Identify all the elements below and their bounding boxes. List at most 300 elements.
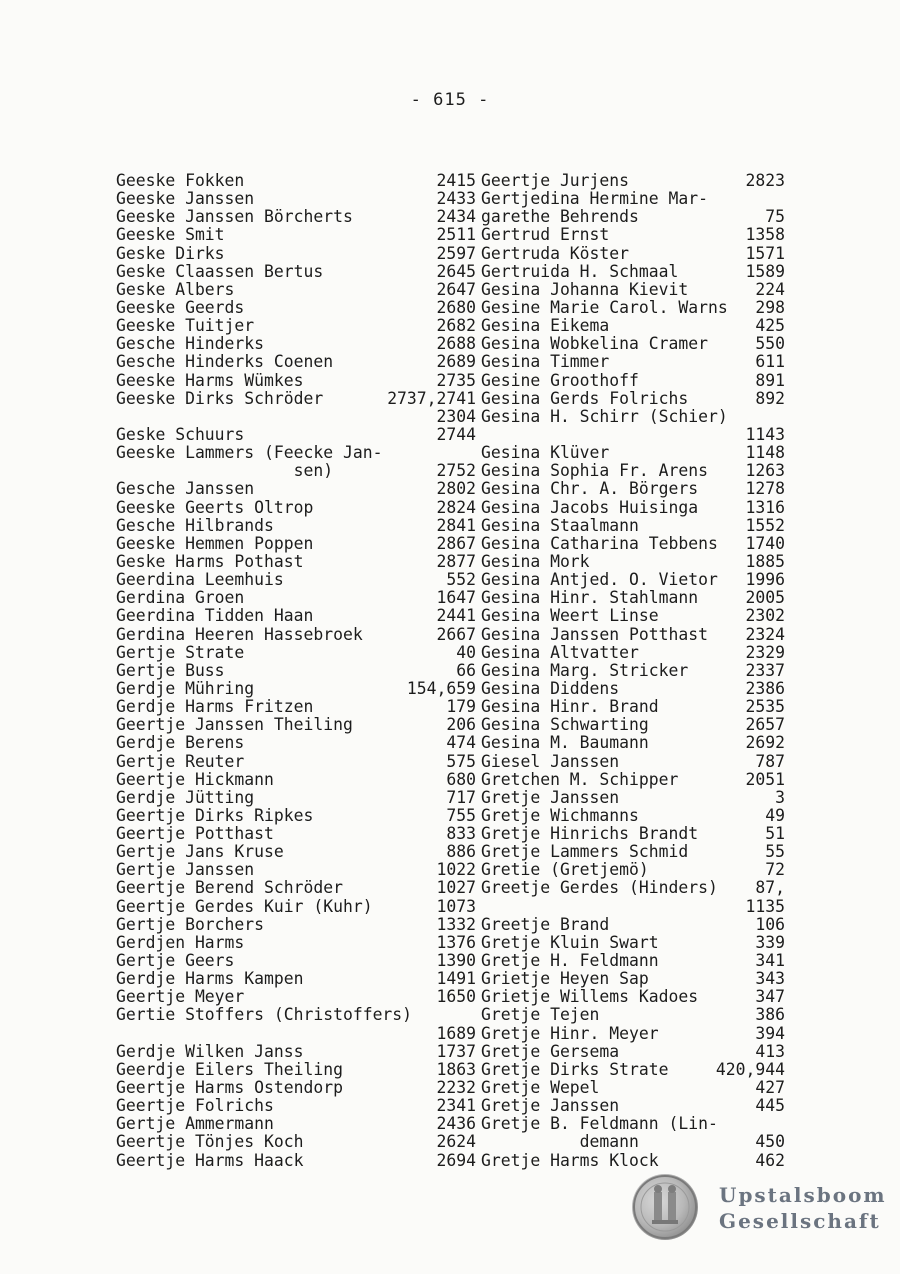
entry-number: 550 xyxy=(755,334,785,354)
entry-number: 2535 xyxy=(745,697,785,717)
entry-number: 2597 xyxy=(436,243,476,263)
entry-name: Gertjedina Hermine Mar- xyxy=(481,189,708,209)
entry-number: 2337 xyxy=(745,660,785,680)
entry-number: 1737 xyxy=(436,1041,476,1061)
index-entry xyxy=(116,263,476,281)
index-entry xyxy=(116,208,476,226)
entry-name: Gertje Strate xyxy=(116,642,245,662)
entry-number: 1571 xyxy=(745,243,785,263)
index-entry xyxy=(116,734,476,752)
index-entry xyxy=(481,535,785,553)
index-entry xyxy=(116,1133,476,1151)
entry-number: 1740 xyxy=(745,533,785,553)
entry-name: Gretje Janssen xyxy=(481,1096,620,1116)
index-entry xyxy=(481,1133,785,1151)
entry-name: Gesina Weert Linse xyxy=(481,606,659,626)
entry-name: Geeske Dirks Schröder xyxy=(116,388,324,408)
index-entry xyxy=(116,1097,476,1115)
entry-number: 49 xyxy=(765,805,785,825)
index-entry xyxy=(116,716,476,734)
entry-name: Gerdina Heeren Hassebroek xyxy=(116,624,363,644)
entry-number: 1148 xyxy=(745,443,785,463)
entry-name: Gertje Borchers xyxy=(116,914,265,934)
entry-name: Gretje Wepel xyxy=(481,1078,600,1098)
entry-number: 347 xyxy=(755,987,785,1007)
entry-number: 787 xyxy=(755,751,785,771)
entry-name: Gerdje Wilken Janss xyxy=(116,1041,304,1061)
entry-number: 1863 xyxy=(436,1059,476,1079)
entry-number: 1647 xyxy=(436,588,476,608)
entry-name: Geertje Dirks Ripkes xyxy=(116,805,314,825)
index-entry xyxy=(481,771,785,789)
entry-name: demann xyxy=(481,1132,639,1152)
entry-number: 427 xyxy=(755,1078,785,1098)
entry-name: Gertje Janssen xyxy=(116,860,255,880)
entry-name: Geerdina Leemhuis xyxy=(116,570,284,590)
index-entry xyxy=(116,952,476,970)
entry-number: 2689 xyxy=(436,352,476,372)
entry-number: 445 xyxy=(755,1096,785,1116)
entry-name: Grietje Heyen Sap xyxy=(481,969,649,989)
entry-name: Greetje Brand xyxy=(481,914,610,934)
entry-number: 2232 xyxy=(436,1078,476,1098)
index-entry xyxy=(116,1079,476,1097)
index-entry xyxy=(116,1006,476,1024)
index-entry xyxy=(116,607,476,625)
index-entry xyxy=(116,226,476,244)
entry-name: Gretje Dirks Strate xyxy=(481,1059,669,1079)
entry-name: Geeske Tuitjer xyxy=(116,316,255,336)
entry-number: 462 xyxy=(755,1150,785,1170)
index-entry xyxy=(116,172,476,190)
index-entry xyxy=(116,934,476,952)
index-entry xyxy=(116,825,476,843)
entry-name: Gretchen M. Schipper xyxy=(481,769,679,789)
entry-name: Gesina Wobkelina Cramer xyxy=(481,334,708,354)
entry-name: Geske Harms Pothast xyxy=(116,551,304,571)
entry-number: 2694 xyxy=(436,1150,476,1170)
entry-name: Gesina Johanna Kievit xyxy=(481,279,689,299)
entry-number: 2680 xyxy=(436,297,476,317)
entry-number: 1552 xyxy=(745,515,785,535)
index-entry xyxy=(481,879,785,897)
entry-number: 2324 xyxy=(745,624,785,644)
entry-number: 1316 xyxy=(745,497,785,517)
index-entry xyxy=(481,281,785,299)
index-entry xyxy=(481,444,785,462)
index-entry xyxy=(116,916,476,934)
index-entry xyxy=(481,1043,785,1061)
entry-name: Geeske Janssen Börcherts xyxy=(116,207,353,227)
index-entry xyxy=(481,644,785,662)
index-entry xyxy=(481,1152,785,1170)
entry-number: 1278 xyxy=(745,479,785,499)
index-entry xyxy=(116,789,476,807)
index-entry xyxy=(116,535,476,553)
logo-line2: Gesellschaft xyxy=(719,1209,881,1233)
entry-name: Gretje Hinr. Meyer xyxy=(481,1023,659,1043)
entry-number: 552 xyxy=(446,570,476,590)
index-entry xyxy=(116,571,476,589)
index-entry xyxy=(481,607,785,625)
entry-name: Geeske Smit xyxy=(116,225,225,245)
index-entry xyxy=(116,680,476,698)
entry-name: Gretje Tejen xyxy=(481,1005,600,1025)
entry-name: Gerdje Harms Kampen xyxy=(116,969,304,989)
entry-number: 755 xyxy=(446,805,476,825)
entry-name: Gesina Eikema xyxy=(481,316,610,336)
index-entry xyxy=(481,988,785,1006)
entry-name: Geertje Jurjens xyxy=(481,171,630,190)
entry-name: Gertruida H. Schmaal xyxy=(481,261,679,281)
entry-number: 2824 xyxy=(436,497,476,517)
entry-number: 1332 xyxy=(436,914,476,934)
index-entry xyxy=(116,753,476,771)
index-entry xyxy=(481,843,785,861)
index-entry xyxy=(116,390,476,408)
index-entry xyxy=(116,879,476,897)
entry-name: Gesina Sophia Fr. Arens xyxy=(481,461,708,481)
entry-name: Gertje Reuter xyxy=(116,751,245,771)
index-entry xyxy=(116,898,476,916)
entry-number: 2802 xyxy=(436,479,476,499)
entry-name: Gretje Gersema xyxy=(481,1041,620,1061)
entry-number: 2737,2741 xyxy=(387,388,476,408)
index-entry xyxy=(116,517,476,535)
index-entry xyxy=(481,626,785,644)
index-entry xyxy=(481,299,785,317)
entry-name: Gesina Marg. Stricker xyxy=(481,660,689,680)
index-entry xyxy=(481,589,785,607)
entry-name: Gertrud Ernst xyxy=(481,225,610,245)
entry-name: Gesine Groothoff xyxy=(481,370,639,390)
entry-name: Geeske Fokken xyxy=(116,171,245,190)
entry-number: 2735 xyxy=(436,370,476,390)
entry-number: 55 xyxy=(765,842,785,862)
entry-number: 2302 xyxy=(745,606,785,626)
entry-number: 2436 xyxy=(436,1114,476,1134)
entry-number: 833 xyxy=(446,824,476,844)
entry-number: 2051 xyxy=(745,769,785,789)
entry-number: 75 xyxy=(765,207,785,227)
index-entry xyxy=(481,789,785,807)
entry-name: Geertje Janssen Theiling xyxy=(116,715,353,735)
index-entry xyxy=(481,172,785,190)
index-entry xyxy=(481,480,785,498)
entry-number: 224 xyxy=(755,279,785,299)
logo-line1: Upstalsboom xyxy=(719,1183,887,1207)
entry-number: 891 xyxy=(755,370,785,390)
index-entry xyxy=(116,662,476,680)
entry-name: Gesina Klüver xyxy=(481,443,610,463)
index-entry xyxy=(116,553,476,571)
entry-number: 66 xyxy=(456,660,476,680)
entry-name: Gesina Hinr. Stahlmann xyxy=(481,588,699,608)
entry-name: Gretie (Gretjemö) xyxy=(481,860,649,880)
index-entry xyxy=(481,408,785,426)
index-entry xyxy=(116,988,476,1006)
entry-number: 2645 xyxy=(436,261,476,281)
entry-number: 1996 xyxy=(745,570,785,590)
entry-number: 2304 xyxy=(436,406,476,426)
entry-number: 1390 xyxy=(436,951,476,971)
index-entry xyxy=(116,1043,476,1061)
index-entry xyxy=(116,843,476,861)
index-entry xyxy=(481,1061,785,1079)
entry-number: 2433 xyxy=(436,189,476,209)
entry-number: 680 xyxy=(446,769,476,789)
index-entry xyxy=(481,1025,785,1043)
entry-number: 1689 xyxy=(436,1023,476,1043)
entry-name: Gertje Buss xyxy=(116,660,225,680)
entry-number: 2688 xyxy=(436,334,476,354)
index-entry xyxy=(116,426,476,444)
entry-name: Gertje Jans Kruse xyxy=(116,842,284,862)
entry-name: Gesina Antjed. O. Vietor xyxy=(481,570,718,590)
entry-number: 474 xyxy=(446,733,476,753)
entry-name: Gesina Diddens xyxy=(481,678,620,698)
entry-number: 1073 xyxy=(436,896,476,916)
index-entry xyxy=(481,734,785,752)
upstalsboom-logo xyxy=(627,1172,887,1244)
index-entry xyxy=(481,952,785,970)
index-entry xyxy=(116,190,476,208)
entry-number: 1022 xyxy=(436,860,476,880)
entry-name: Gesina M. Baumann xyxy=(481,733,649,753)
entry-number: 2647 xyxy=(436,279,476,299)
entry-number: 2386 xyxy=(745,678,785,698)
index-entry xyxy=(116,499,476,517)
entry-name: Gretje Harms Klock xyxy=(481,1150,659,1170)
entry-number: 2692 xyxy=(745,733,785,753)
entry-name: Gerdje Harms Fritzen xyxy=(116,697,314,717)
entry-name: Gerdje Berens xyxy=(116,733,245,753)
entry-number: 450 xyxy=(755,1132,785,1152)
index-entry xyxy=(116,480,476,498)
entry-number: 892 xyxy=(755,388,785,408)
entry-number: 1376 xyxy=(436,932,476,952)
index-entry xyxy=(481,1115,785,1133)
entry-number: 2005 xyxy=(745,588,785,608)
right-column xyxy=(481,172,785,1170)
entry-name: Gesche Hinderks Coenen xyxy=(116,352,334,372)
entry-name: Giesel Janssen xyxy=(481,751,620,771)
index-entry xyxy=(116,807,476,825)
entry-number: 298 xyxy=(755,297,785,317)
entry-name: Geske Albers xyxy=(116,279,235,299)
entry-name: Grietje Willems Kadoes xyxy=(481,987,699,1007)
entry-number: 339 xyxy=(755,932,785,952)
entry-number: 717 xyxy=(446,787,476,807)
entry-name: Geeske Geerts Oltrop xyxy=(116,497,314,517)
entry-name: Geerdje Eilers Theiling xyxy=(116,1059,343,1079)
entry-name: Geertje Hickmann xyxy=(116,769,274,789)
index-entry xyxy=(481,970,785,988)
entry-name: Geske Dirks xyxy=(116,243,225,263)
entry-name: Gerdjen Harms xyxy=(116,932,245,952)
index-entry xyxy=(116,970,476,988)
entry-number: 3 xyxy=(775,787,785,807)
entry-number: 575 xyxy=(446,751,476,771)
index-entry xyxy=(481,372,785,390)
entry-name: Gertje Ammermann xyxy=(116,1114,274,1134)
index-entry xyxy=(481,571,785,589)
index-entry xyxy=(116,372,476,390)
entry-name: Geertje Harms Haack xyxy=(116,1150,304,1170)
entry-number: 2511 xyxy=(436,225,476,245)
index-entry xyxy=(116,644,476,662)
entry-name: Geertje Folrichs xyxy=(116,1096,274,1116)
entry-number: 2744 xyxy=(436,424,476,444)
entry-name: Gesina H. Schirr (Schier) xyxy=(481,406,728,426)
entry-number: 1263 xyxy=(745,461,785,481)
entry-number: 2329 xyxy=(745,642,785,662)
index-entry xyxy=(481,263,785,281)
index-entry xyxy=(481,517,785,535)
entry-name: Geertje Harms Ostendorp xyxy=(116,1078,343,1098)
entry-number: 1589 xyxy=(745,261,785,281)
entry-number: 2877 xyxy=(436,551,476,571)
index-entry xyxy=(481,1097,785,1115)
entry-name: Gesina Mork xyxy=(481,551,590,571)
entry-name: Gretje H. Feldmann xyxy=(481,951,659,971)
entry-name: Gretje Wichmanns xyxy=(481,805,639,825)
entry-name: Geerdina Tidden Haan xyxy=(116,606,314,626)
index-entry xyxy=(116,299,476,317)
index-entry xyxy=(481,353,785,371)
entry-name: Gretje Janssen xyxy=(481,787,620,807)
index-entry xyxy=(116,589,476,607)
index-entry xyxy=(481,934,785,952)
index-entry xyxy=(481,898,785,916)
entry-name: Geeske Harms Wümkes xyxy=(116,370,304,390)
entry-name: Geertje Meyer xyxy=(116,987,245,1007)
entry-number: 394 xyxy=(755,1023,785,1043)
index-entry xyxy=(481,390,785,408)
entry-name: Gesina Gerds Folrichs xyxy=(481,388,689,408)
index-entry xyxy=(116,1061,476,1079)
index-entry xyxy=(116,1025,476,1043)
entry-name: Gesina Hinr. Brand xyxy=(481,697,659,717)
entry-name: Gesche Hilbrands xyxy=(116,515,274,535)
index-entry xyxy=(116,408,476,426)
entry-name: Gesina Altvatter xyxy=(481,642,639,662)
index-entry xyxy=(481,698,785,716)
entry-name: Geertje Gerdes Kuir (Kuhr) xyxy=(116,896,373,916)
index-entry xyxy=(116,335,476,353)
entry-name: Gesche Hinderks xyxy=(116,334,265,354)
index-entry xyxy=(116,698,476,716)
entry-name: Greetje Gerdes (Hinders) xyxy=(481,878,718,898)
index-entry xyxy=(481,680,785,698)
entry-name: Gertje Geers xyxy=(116,951,235,971)
index-entry xyxy=(481,226,785,244)
entry-name: Geeske Hemmen Poppen xyxy=(116,533,314,553)
index-entry xyxy=(481,807,785,825)
index-entry xyxy=(116,281,476,299)
entry-number: 611 xyxy=(755,352,785,372)
index-entry xyxy=(481,553,785,571)
index-entry xyxy=(481,499,785,517)
entry-name: Gesine Marie Carol. Warns xyxy=(481,297,728,317)
entry-name: Geertje Tönjes Koch xyxy=(116,1132,304,1152)
entry-name: Gesina Timmer xyxy=(481,352,610,372)
entry-name: Gesche Janssen xyxy=(116,479,255,499)
index-entry xyxy=(481,861,785,879)
entry-number: 413 xyxy=(755,1041,785,1061)
entry-number: 2667 xyxy=(436,624,476,644)
entry-name: Geertje Berend Schröder xyxy=(116,878,343,898)
entry-name: Geeske Janssen xyxy=(116,189,255,209)
index-entry xyxy=(481,317,785,335)
entry-name: Gretje Hinrichs Brandt xyxy=(481,824,699,844)
entry-number: 2823 xyxy=(745,171,785,190)
entry-number: 2415 xyxy=(436,171,476,190)
entry-number: 886 xyxy=(446,842,476,862)
index-entry xyxy=(116,462,476,480)
index-entry xyxy=(481,1006,785,1024)
entry-number: 343 xyxy=(755,969,785,989)
entry-number: 1135 xyxy=(745,896,785,916)
entry-name: Gesina Staalmann xyxy=(481,515,639,535)
entry-name: Gerdje Jütting xyxy=(116,787,255,807)
entry-number: 206 xyxy=(446,715,476,735)
entry-number: 2441 xyxy=(436,606,476,626)
entry-name: Gertie Stoffers (Christoffers) xyxy=(116,1005,413,1025)
seal-icon xyxy=(632,1174,698,1240)
entry-number: 420,944 xyxy=(715,1059,785,1079)
entry-number: 341 xyxy=(755,951,785,971)
entry-name: Gesina Catharina Tebbens xyxy=(481,533,718,553)
entry-number: 2434 xyxy=(436,207,476,227)
index-entry xyxy=(481,190,785,208)
index-entry xyxy=(116,245,476,263)
index-entry xyxy=(481,335,785,353)
left-column xyxy=(116,172,476,1170)
index-entry xyxy=(116,861,476,879)
entry-number: 1885 xyxy=(745,551,785,571)
entry-name: Gertruda Köster xyxy=(481,243,630,263)
index-entry xyxy=(481,462,785,480)
index-entry xyxy=(116,444,476,462)
entry-name: garethe Behrends xyxy=(481,207,639,227)
entry-name: Geeske Lammers (Feecke Jan- xyxy=(116,443,383,463)
entry-number: 425 xyxy=(755,316,785,336)
index-entry xyxy=(481,662,785,680)
entry-number: 1358 xyxy=(745,225,785,245)
entry-name: Geeske Geerds xyxy=(116,297,245,317)
entry-number: 154,659 xyxy=(406,678,476,698)
index-entry xyxy=(481,208,785,226)
index-entry xyxy=(481,916,785,934)
entry-number: 1491 xyxy=(436,969,476,989)
entry-name: Gesina Schwarting xyxy=(481,715,649,735)
entry-number: 2341 xyxy=(436,1096,476,1116)
entry-number: 179 xyxy=(446,697,476,717)
entry-name: Gesina Chr. A. Börgers xyxy=(481,479,699,499)
entry-number: 51 xyxy=(765,824,785,844)
entry-name: Gerdina Groen xyxy=(116,588,245,608)
index-entry xyxy=(481,245,785,263)
entry-number: 72 xyxy=(765,860,785,880)
entry-name: Gerdje Mühring xyxy=(116,678,255,698)
index-entry xyxy=(116,626,476,644)
entry-name: Gretje Lammers Schmid xyxy=(481,842,689,862)
entry-number: 386 xyxy=(755,1005,785,1025)
entry-name: Geertje Potthast xyxy=(116,824,274,844)
entry-number: 1143 xyxy=(745,424,785,444)
entry-number: 2841 xyxy=(436,515,476,535)
